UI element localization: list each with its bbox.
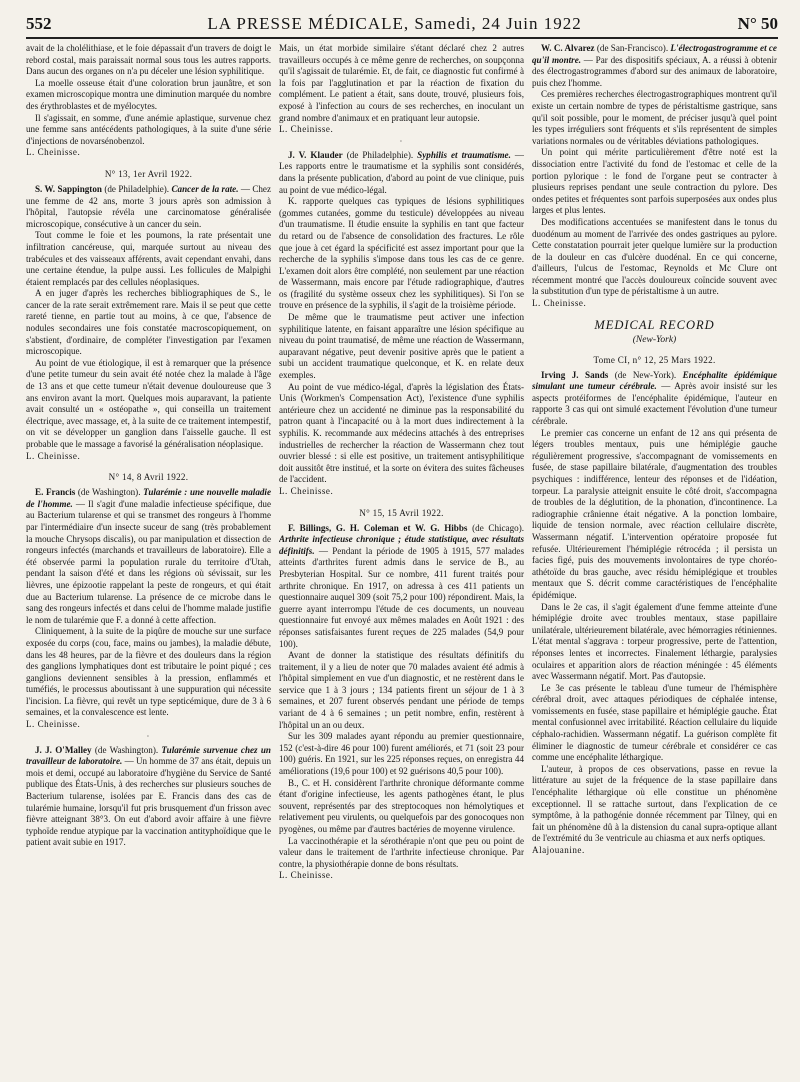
text-columns bbox=[26, 43, 778, 882]
paragraph: Au point de vue médico-légal, d'après la législation des États-Unis (Workmen's Compensation Act), l'existence d'une syphilis antérieure chez un accidenté ne diminue pas la responsabilité du patron quant à l'incapacité ou à la mort dues indirectement à la syphilis. K. recommande aux médecins attachés à des entreprises industrielles de rechercher la réaction de Wassermann chez tout ouvrier blessé : si elle est positive, un traitement antisyphilitique doit aussitôt être institué, et la sorte on évitera des suites fâcheuses de l'accident. bbox=[279, 381, 524, 485]
abstract-paragraph bbox=[532, 370, 777, 428]
author: E. Francis bbox=[35, 487, 76, 498]
article-title: Cancer de la rate. bbox=[171, 183, 239, 194]
signature: L. Cheinisse. bbox=[26, 147, 81, 158]
page-number: 552 bbox=[26, 14, 52, 33]
author-place: (de Chicago). bbox=[467, 522, 524, 533]
signature: L. Cheinisse. bbox=[26, 450, 81, 461]
article-title: Encéphalite épidémique simulant une tumeur cérébrale. bbox=[532, 369, 777, 392]
paragraph: Avant de donner la statistique des résultats définitifs du traitement, il y a lieu de noter que 70 malades avaient été admis à l'hôpital simplement en vue d'un diagnostic, et ne restèrent dans le service que 1 à 3 jours ; 134 patients firent un séjour de 1 à 3 semaines, et 207 furent observés pendant une période de temps variant de 4 à 6 semaines ; un petit nombre, enfin, restèrent à l'hôpital un an ou deux. bbox=[279, 650, 524, 730]
signature: L. Cheinisse. bbox=[279, 485, 334, 496]
abstract-text: — Chez une femme de 42 ans, morte 3 jours après son admission à l'hôpital, l'autopsie révéla une carcinomatose généralisée microscopique, consécutive à un cancer du sein. bbox=[26, 183, 271, 229]
abstract-text: — Les rapports entre le traumatisme et la syphilis sont considérés, dans la présente publication, d'abord au point de vue clinique, puis au point de vue médico-légal. bbox=[279, 149, 524, 195]
paragraph: Tout comme le foie et les poumons, la rate présentait une infiltration cancéreuse, qui, marquée surtout au niveau des trabécules et des vaisseaux afférents, avait cependant envahi, dans une certaine étendue, la pulpe aussi. Les follicules de Malpighi étaient remplacés par des cellules néoplasiques. bbox=[26, 230, 271, 287]
article-title: Syphilis et traumatisme. bbox=[417, 149, 511, 160]
author: F. Billings, G. H. Coleman et W. G. Hibbs bbox=[288, 522, 468, 533]
paragraph: Le premier cas concerne un enfant de 12 ans qui présenta de légers troubles mentaux, puis une hémiplégie gauche régulièrement progressive, s'accompagnant de vomissements en fusée, de stase papillaire bilatérale, d'augmentation des troubles psychiques : indifférence, lenteur des réponses et de l'idéation, torpeur. La paralysie atteignit ensuite le côté droit, s'accompagna de troubles de la déglutition, de la phonation, d'incontinence. La radiographie crânienne était négative. A la ponction lombaire, liquide de tension normale, avec réaction cellulaire discrète, Wassermann négatif. L'intervention opératoire proposée fut refusée. Ultérieurement l'hémiplégie rétrocéda ; il persista un facies figé, puis des mouvements involontaires de type choréo-athétoïde du bras gauche, avec résidu hémiplégique et troubles mentaux que S. décrit comme caractéristiques de l'encéphalite épidémique. bbox=[532, 427, 777, 600]
article-title: Tularémie : une nouvelle maladie de l'homme. bbox=[26, 487, 271, 509]
paragraph: B., C. et H. considèrent l'arthrite chronique déformante comme étant d'origine infectieuse, les agents pathogènes étant, le plus souvent, représentés par des streptocoques non hémolytiques et relativement peu virulents, ou quelquefois par des gonocoques non pyogènes, ou même par d'autres bactéries de moyenne virulence. bbox=[279, 777, 524, 834]
paragraph: De même que le traumatisme peut activer une infection syphilitique latente, en faisant apparaître une lésion spécifique au niveau du point traumatisé, de même une réaction de Wassermann, auparavant négative, peut devenir positive après que le patient a subi un accident traumatique quelconque, et K. en relate deux exemples. bbox=[279, 312, 524, 381]
paragraph: Mais, un état morbide similaire s'étant déclaré chez 2 autres travailleurs occupés à ce même genre de recherches, on soupçonna qu'il s'agissait de tularémie. Et, de fait, ce diagnostic fut confirmé à la fois par l'agglutination et par la réaction de fixation du complément. Le patient a était, sans doute, trouvé, plusieurs fois, exposé à l'infection au cours de ses recherches, en inoculant un grand nombre d'animaux et en pratiquant leur autopsie. bbox=[279, 43, 524, 123]
abstract-text: — Par des dispositifs spéciaux, A. a réussi à obtenir des électrogastrogrammes d'abord sur des animaux de laboratoire, puis chez l'homme. bbox=[532, 54, 777, 88]
article-title: L'électrogastrogramme et ce qu'il montre. bbox=[532, 43, 777, 65]
issue-date-heading: N° 14, 8 Avril 1922. bbox=[108, 472, 189, 483]
separator-dots: · bbox=[399, 136, 404, 146]
signature: L. Cheinisse. bbox=[26, 719, 81, 730]
issue-date-heading: N° 13, 1er Avril 1922. bbox=[104, 168, 193, 179]
separator-dots: · bbox=[146, 731, 151, 741]
paragraph: La vaccinothérapie et la sérothérapie n'ont que peu ou point de valeur dans le traitement de l'arthrite infectieuse chronique. Par contre, la physiothérapie donne de bons résultats. bbox=[279, 835, 524, 869]
author-place: (de New-York). bbox=[608, 369, 683, 380]
author-place: (de Philadelphie). bbox=[101, 183, 172, 194]
abstract-text: — Après avoir insisté sur les aspects protéiformes de l'encéphalite épidémique, l'auteur en rapporte 3 cas qui ont simulé exactement l'évolution d'une tumeur cérébrale. bbox=[532, 381, 777, 427]
paragraph: Des modifications accentuées se manifestent dans le tonus du duodénum au moment de l'arrivée des ondes gastriques au pylore. Cette constatation pourrait jeter quelque lumière sur la production de la douleur en cas d'ulcère duodénal. En ce qui concerne, d'ailleurs, l'ulcus de l'estomac, Reynolds et Mc Clure ont récemment montré que l'accès douloureux coïncide souvent avec la substitution d'un type de péristaltisme à un autre. bbox=[532, 216, 777, 297]
author-place: (de Philadelphie). bbox=[342, 149, 418, 160]
abstract-paragraph bbox=[532, 43, 777, 89]
page-title: LA PRESSE MÉDICALE, Samedi, 24 Juin 1922 bbox=[207, 14, 582, 33]
column-2 bbox=[279, 43, 524, 882]
paragraph: Cliniquement, à la suite de la piqûre de mouche sur une surface exposée du corps (cou, face, mains ou jambes), la maladie débute, dans les 48 heures, par de la fièvre et des douleurs dans la région des ganglions lymphatiques dont est tributaire le point piqué ; ces ganglions deviennent sensibles à la pression, enflammés et tuméfiés, le processus aboutissant à une suppuration qui nécessite l'incision. La fièvre, qui revêt un type septicémique, dure de 3 à 6 semaines, et la convalescence est lente. bbox=[26, 626, 271, 718]
paragraph: Un point qui mérite particulièrement d'être noté est la dissociation entre l'activité du fond de l'estomac et celle de la portion pylorique : le fond de l'organe peut se contracter à plusieurs reprises pendant une seule contraction du pylore. Des ondes petites et fréquentes sont parfois superposées aux ondes plus larges et plus lentes. bbox=[532, 147, 777, 216]
paragraph: Le 3e cas présente le tableau d'une tumeur de l'hémisphère cérébral droit, avec attaques périodiques de céphalée intense, vomissements en fusée, stase papillaire et hémiplégie gauche. État mental confusionnel avec irritabilité. Réaction cellulaire du liquide céphalo-rachidien. Wassermann négatif. La guérison complète fit éliminer le diagnostic de tumeur cérébrale et considérer ce cas comme une encéphalite léthargique. bbox=[532, 682, 777, 763]
paragraph: Sur les 309 malades ayant répondu au premier questionnaire, 152 (c'est-à-dire 46 pour 100) furent améliorés, et 71 (soit 23 pour 100) guéris. En 1921, sur les 225 réponses reçues, on enregistra 44 améliorations (19,6 pour 100) et 92 guérisons 40,5 pour 100). bbox=[279, 731, 524, 777]
author-place: (de Washington). bbox=[75, 487, 144, 498]
journal-subtitle: (New-York) bbox=[632, 334, 677, 345]
abstract-paragraph bbox=[279, 523, 524, 651]
abstract-text: — Un homme de 37 ans était, depuis un mois et demi, occupé au laboratoire d'hygiène du Service de Santé publique des États-Unis, à des recherches sur plusieurs souches de Bacterium tularense, isolées par E. Francis dans des cas de tularémie humaine, lorsqu'il fut pris brusquement d'un frisson avec fièvre atteignant 38°3. On eut d'abord avoir affaire à une fièvre typhoïde rendue atypique par la vaccination antityphoïdique que le patient avait subie en 1917. bbox=[26, 756, 271, 848]
page-header bbox=[26, 14, 778, 39]
author: S. W. Sappington bbox=[35, 183, 102, 194]
abstract-paragraph bbox=[26, 184, 271, 230]
author: W. C. Alvarez bbox=[541, 43, 595, 53]
paragraph: Au point de vue étiologique, il est à remarquer que la présence d'une petite tumeur du sein avait été notée chez la malade à l'âge de 13 ans et que cette tumeur n'était devenue douloureuse que 3 ans environ avant la mort. Quelques mois auparavant, la patiente avait consulté un « ostéopathe », qui conseilla un traitement électrique, avec massage, et, à la suite de ce traitement intempestif, on vit se développer un ganglion dans l'aisselle gauche. Il est probable que le massage a favorisé la généralisation néoplasique. bbox=[26, 357, 271, 449]
signature: L. Cheinisse. bbox=[279, 870, 334, 881]
author: Irving J. Sands bbox=[541, 369, 609, 380]
paragraph: Ces premières recherches électrogastrographiques montrent qu'il existe un certain nombre de types de péristaltisme gastrique, sans qu'il soit possible, pour le moment, de préciser jusqu'à quel point les types irréguliers sont fréquents et s'ils représentent de simples variations normales ou de véritables déviations pathologiques. bbox=[532, 89, 777, 146]
paragraph: Il s'agissait, en somme, d'une anémie aplastique, survenue chez une femme sans antécédents pathologiques, à la suite d'une série d'injections de novarsénobenzol. bbox=[26, 112, 271, 146]
paragraph: K. rapporte quelques cas typiques de lésions syphilitiques (gommes cutanées, gomme du testicule) développées au niveau d'un traumatisme. Il étudie ensuite la syphilis en tant que facteur du retard ou de l'absence de consolidation des fractures. Le rôle que joue à cet égard la spécificité est assez important pour que la recherche de la syphilis s'impose dans tous les cas de ce genre. L'examen doit alors être complété, non seulement par une réaction de Wassermann, mais encore par l'étude radiographique, d'autres os (fragilité du système osseux chez les syphilitiques). Si l'on se trouve en présence de la syphilis, il s'agit de la troisième période. bbox=[279, 196, 524, 311]
abstract-paragraph bbox=[26, 745, 271, 849]
abstract-paragraph bbox=[279, 150, 524, 196]
author-place: (de Washington). bbox=[91, 744, 162, 755]
author: J. J. O'Malley bbox=[35, 744, 92, 755]
paragraph: La moelle osseuse était d'une coloration brun jaunâtre, et son examen microscopique montra une diminution marquée du nombre des érythroblastes et de myélocytes. bbox=[26, 77, 271, 111]
article-title: Tularémie survenue chez un travailleur de laboratoire. bbox=[26, 744, 271, 767]
author-place: (de San-Francisco). bbox=[594, 43, 671, 53]
issue-date-heading: N° 15, 15 Avril 1922. bbox=[359, 507, 444, 518]
paragraph: A en juger d'après les recherches bibliographiques de S., le cancer de la rate serait extrêmement rare. Mais il se peut que cette rareté tienne, en partie tout au moins, à ce que, l'absence de nodules secondaires une fois constatée macroscopiquement, on s'abstient, d'ordinaire, de compléter l'investigation par l'examen microscopique. bbox=[26, 288, 271, 357]
paragraph: Dans le 2e cas, il s'agit également d'une femme atteinte d'une hémiplégie droite avec troubles mentaux, stase papillaire unilatérale, ultérieurement bilatérale, avec hémorragies rétiniennes. L'état mental s'aggrava : torpeur progressive, perte de l'attention, réponses lentes et incorrectes. Finalement léthargie, paralysies oculaires et apparition alors de réaction méningée : 45 éléments avec Wassermann négatif. Mort. Pas d'autopsie. bbox=[532, 601, 777, 682]
issue-number: N° 50 bbox=[737, 14, 778, 33]
article-title: Arthrite infectieuse chronique ; étude statistique, avec résultats définitifs. bbox=[279, 534, 524, 556]
abstract-text: — Il s'agit d'une maladie infectieuse spécifique, due au Bacterium tularense et qui se transmet des rongeurs à l'homme par l'intermédiaire d'un insecte suceur de sang (très probablement la mouche Chrysops discalis), ou par manipulation et dissection de rongeurs infectés (marchands et travailleurs de laboratoire). Elle a été observée parmi la population rurale du territoire d'Utah, pendant la saison d'été et dans les régions où sévissait, sur les lièvres, une épizootie rappelant la peste de rongeurs, et qui était due au Bacterium tularense. La présence de ce microbe dans le sang des rongeurs infectés et dans celui de l'homme malade justifie le nom de tularémie que F. a donné à cette affection. bbox=[26, 498, 271, 625]
journal-title: MEDICAL RECORD bbox=[594, 317, 715, 332]
column-3 bbox=[532, 43, 777, 882]
signature: L. Cheinisse. bbox=[279, 124, 334, 135]
abstract-paragraph bbox=[26, 487, 271, 626]
author: J. V. Klauder bbox=[288, 149, 343, 160]
signature: Alajouanine. bbox=[532, 845, 585, 855]
issue-date-heading: Tome CI, n° 12, 25 Mars 1922. bbox=[593, 354, 716, 365]
paragraph: L'auteur, à propos de ces observations, passe en revue la littérature au sujet de la fréquence de la stase papillaire dans l'encéphalite léthargique où elle constitue un phénomène exceptionnel. Il se rattache surtout, dans l'explication de ce symptôme, à la pathogénie donnée récemment par Tilney, qui en fait un phénomène dû à la distension du canal supra-optique allant de l'extrémité du 3e ventricule au chiasma et aux nerfs optiques. bbox=[532, 763, 777, 844]
signature: L. Cheinisse. bbox=[532, 298, 587, 309]
paragraph: avait de la cholélithiase, et le foie dépassait d'un travers de doigt le rebord costal, mais paraissait normal sous tous les autres rapports. Dans aucun des organes on n'a pu déceler une lésion syphilitique. bbox=[26, 43, 271, 77]
column-1 bbox=[26, 43, 271, 882]
abstract-text: — Pendant la période de 1905 à 1915, 577 malades atteints d'arthrites furent admis dans le service de B., au Presbyterian Hospital. Sur ce nombre, 411 furent traités pour arthrite chronique. En 1917, on adressa à ces 411 patients un questionnaire auquel 309 (soit 75,2 pour 100) répondirent. Mais, la guerre ayant interrompu l'étude de ces documents, un nouveau questionnaire fut envoyé aux mêmes malades en Août 1921 : des réponses satisfaisantes furent reçues de 225 malades (54,9 pour 100). bbox=[279, 545, 524, 649]
